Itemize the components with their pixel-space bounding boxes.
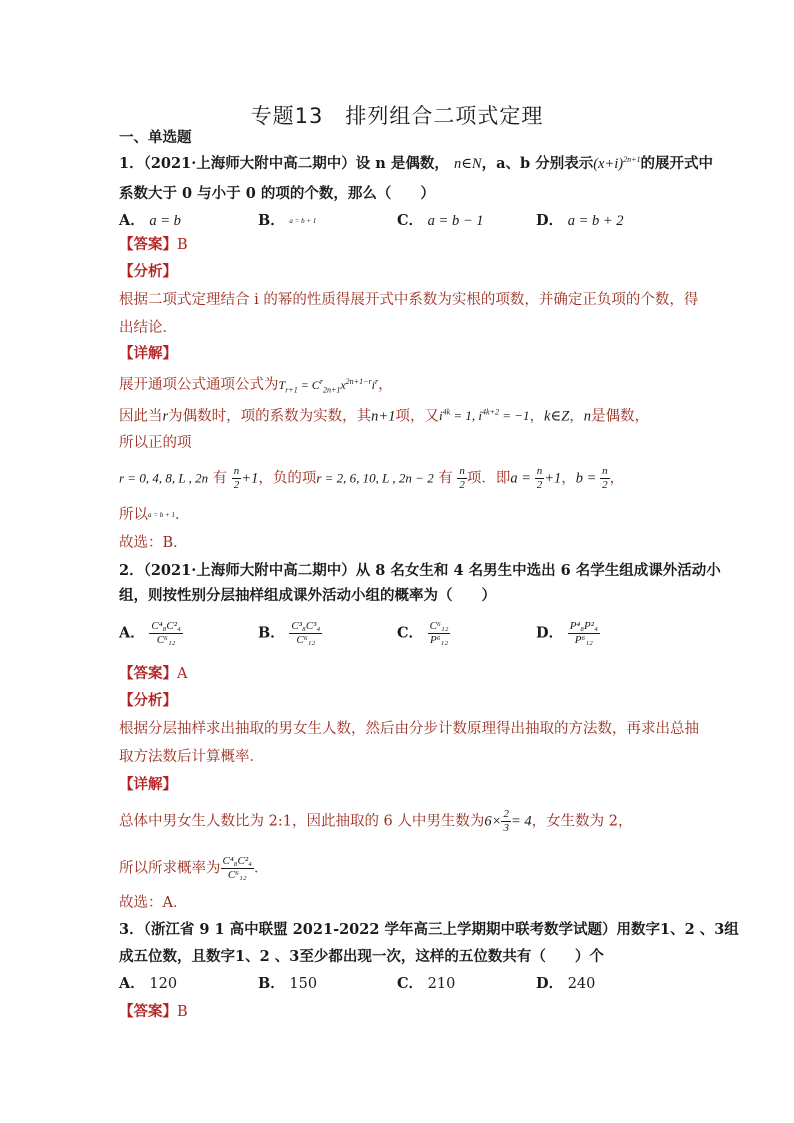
q3-stem-line-2: 成五位数，且数字1、2 、3至少都出现一次，这样的五位数共有（ ）个 [119,948,604,965]
q3-stem-line-1: 3．（浙江省 9 1 高中联盟 2021-2022 学年高三上学期期中联考数学试题）用数字1、2 、3组 [119,921,739,938]
t2: ． [174,507,190,523]
option-label: A． [119,624,145,642]
t: T [278,378,286,392]
option-label: C． [397,975,424,992]
q1-detail-line-5 [119,505,189,525]
t2: ，负的项 [258,470,317,487]
q2-option-a [119,620,183,647]
q3-option-d [536,974,595,994]
m6: b = [575,470,601,487]
q2-analysis-line-2: 取方法数后计算概率． [119,749,264,765]
probability-fraction [221,855,254,882]
q3-option-c [397,974,455,994]
option-value: a = b + 2 [567,213,624,229]
q1-option-d [536,211,624,231]
answer-label: 【答案】 [119,665,177,682]
den: 2 [602,479,608,491]
option-fraction [568,620,600,647]
option-label: C． [397,624,424,642]
q2-conclusion: 故选：A． [119,895,188,911]
q1-analysis-label: 【分析】 [119,263,177,280]
t3: 有 [433,470,458,487]
option-label: D． [536,624,564,642]
fraction-2-over-3 [501,808,511,835]
q3-option-b [258,974,317,994]
t2: 为偶数时，项的系数为实数，其 [168,408,372,425]
i1: i [438,408,443,424]
den: 3 [503,822,509,834]
q3-answer [119,1002,188,1022]
x: x [340,378,346,392]
option-label: B． [258,624,285,642]
detail-text: 展开通项公式通项公式为 [119,377,279,393]
num: C⁴₈C²₄ [151,620,181,632]
q2-option-b [258,620,322,647]
q1-detail-line-2 [119,403,649,426]
option-fraction [289,620,322,647]
q1-stem-line-1 [119,150,713,174]
t1: 所以所求概率为 [119,860,221,877]
fraction-n-over-2 [457,465,467,492]
option-label: D． [536,212,564,229]
q1-stem-math: n∈N [453,155,482,172]
q1-detail-label: 【详解】 [119,345,177,362]
option-label: A． [119,975,145,992]
q1-stem-text-c: 的展开式中 [640,154,714,172]
num: C⁶₁₂ [429,620,449,632]
answer-label: 【答案】 [119,236,177,253]
num: n [459,465,465,477]
t1: 因此当 [119,408,163,425]
q1-option-c [397,211,483,231]
m1: r = 0, 4, 8, L , 2n [119,470,209,486]
q2-answer [119,664,187,684]
option-value: 150 [289,976,318,992]
c-sub: 2n+1 [322,385,341,395]
t5: ， [561,470,576,487]
m2: = 4 [510,813,532,830]
option-label: D． [536,975,564,992]
q2-analysis-line-1: 根据分层抽样求出抽取的男女生人数，然后由分步计数原理得出抽取的方法数，再求出总抽 [119,721,699,737]
q2-detail-line-2 [119,855,268,882]
t5: ， [569,408,584,425]
i2: = 1, i [450,408,483,424]
q1-expr-exponent: 2n+1 [623,155,641,164]
q1-conclusion: 故选：B． [119,535,188,551]
q1-detail-line-1 [119,372,393,400]
m2: n+1 [371,408,396,425]
t2: ，女生数为 2， [531,813,633,830]
den: P⁶₁₂ [429,634,449,646]
c-sup: r [319,377,323,386]
m4: k∈Z [544,408,570,425]
c: = C [297,378,320,392]
den: C⁶₁₂ [296,634,316,646]
i: i [371,378,375,392]
fraction-n-over-2 [600,465,610,492]
num: n [602,465,608,477]
q1-option-a [119,211,181,231]
q3-option-a [119,974,177,994]
den: 2 [459,479,465,491]
q1-stem-expr [593,156,640,172]
num: 2 [503,808,509,820]
t6: 是偶数， [591,408,650,425]
num: C³₈C³₄ [291,620,321,632]
den: 2 [233,479,240,491]
t4: 项．即 [466,470,511,487]
t1: 有 [208,470,232,487]
section-heading: 一、单选题 [119,129,192,146]
q1-answer [119,235,188,255]
option-value: 240 [567,976,596,992]
q2-option-d [536,620,600,647]
detail-end: ， [378,377,393,393]
den: C⁶₁₂ [227,869,247,881]
page-title: 专题13 排列组合二项式定理 [250,104,544,128]
m1: a = b + 1 [148,511,175,519]
q2-detail-line-1 [119,808,632,835]
den: 2 [536,479,543,491]
answer-value: B [177,237,188,253]
m5: n [583,408,592,425]
num: n [233,465,240,477]
q2-stem-line-2: 组，则按性别分层抽样组成课外活动小组的概率为（ ） [119,587,496,604]
q2-stem-line-1: 2．（2021·上海师大附中高二期中）从 8 名女生和 4 名男生中选出 6 名学生组成课外活动小 [119,562,721,579]
num: P⁴₈P²₄ [569,620,598,632]
q1-stem-text: 1．（2021·上海师大附中高二期中）设 n 是偶数， [119,154,449,172]
q1-analysis-line-2: 出结论． [119,320,177,336]
option-label: C． [397,212,424,229]
option-value: a = b − 1 [427,213,484,229]
q2-detail-label: 【详解】 [119,776,177,793]
q1-analysis-line-1: 根据二项式定理结合 i 的幂的性质得展开式中系数为实根的项数，并确定正负项的个数，得 [119,292,699,308]
t6: ， [609,470,625,487]
q1-stem-text-b: ，a、b 分别表示 [481,154,594,172]
t3: 项，又 [395,408,439,425]
option-fraction [428,620,451,647]
t4: ， [529,408,545,425]
fraction-n-over-2 [232,465,242,492]
option-label: A． [119,212,145,229]
option-label: B． [258,212,285,229]
q1-stem-line-2: 系数大于 0 与小于 0 的项的个数，那么（ ） [119,185,435,202]
q2-analysis-label: 【分析】 [119,692,177,709]
t1: 所以 [119,507,148,523]
q1-expr-base: (x+i) [593,155,624,172]
m5: +1 [544,470,562,487]
t-sub: r+1 [285,385,298,395]
den: C⁶₁₂ [156,634,176,646]
m2: +1 [241,470,259,487]
m1: r [162,408,169,425]
option-fraction [149,620,182,647]
option-value: 120 [149,976,178,992]
i3: = −1 [498,408,530,424]
m3 [439,408,530,423]
q2-option-c [397,620,450,647]
m4: a = [510,470,535,487]
q1-detail-line-3: 所以正的项 [119,435,192,451]
den: P⁶₁₂ [574,634,593,646]
answer-value: A [177,666,188,682]
i1-sup: 4k [442,408,451,417]
option-label: B． [258,975,285,992]
m1: 6× [484,813,502,830]
num: n [536,465,543,477]
i2-sup: 4k+2 [482,408,499,417]
q1-option-b [258,211,316,231]
t2: ． [253,860,269,877]
answer-value: B [177,1004,188,1020]
option-value: 210 [427,976,456,992]
num: C⁴₈C²₄ [222,855,252,867]
answer-label: 【答案】 [119,1003,177,1020]
fraction-n-over-2 [535,465,545,492]
i-sup: r [374,377,379,386]
t1: 总体中男女生人数比为 2:1，因此抽取的 6 人中男生数为 [119,813,485,830]
general-term-formula [278,377,379,395]
option-value: a = b [149,213,181,229]
m3: r = 2, 6, 10, L , 2n − 2 [316,470,434,486]
x-sup: 2n+1−r [345,377,372,386]
option-value: a = b + 1 [289,217,317,225]
q1-detail-line-4 [119,465,624,492]
